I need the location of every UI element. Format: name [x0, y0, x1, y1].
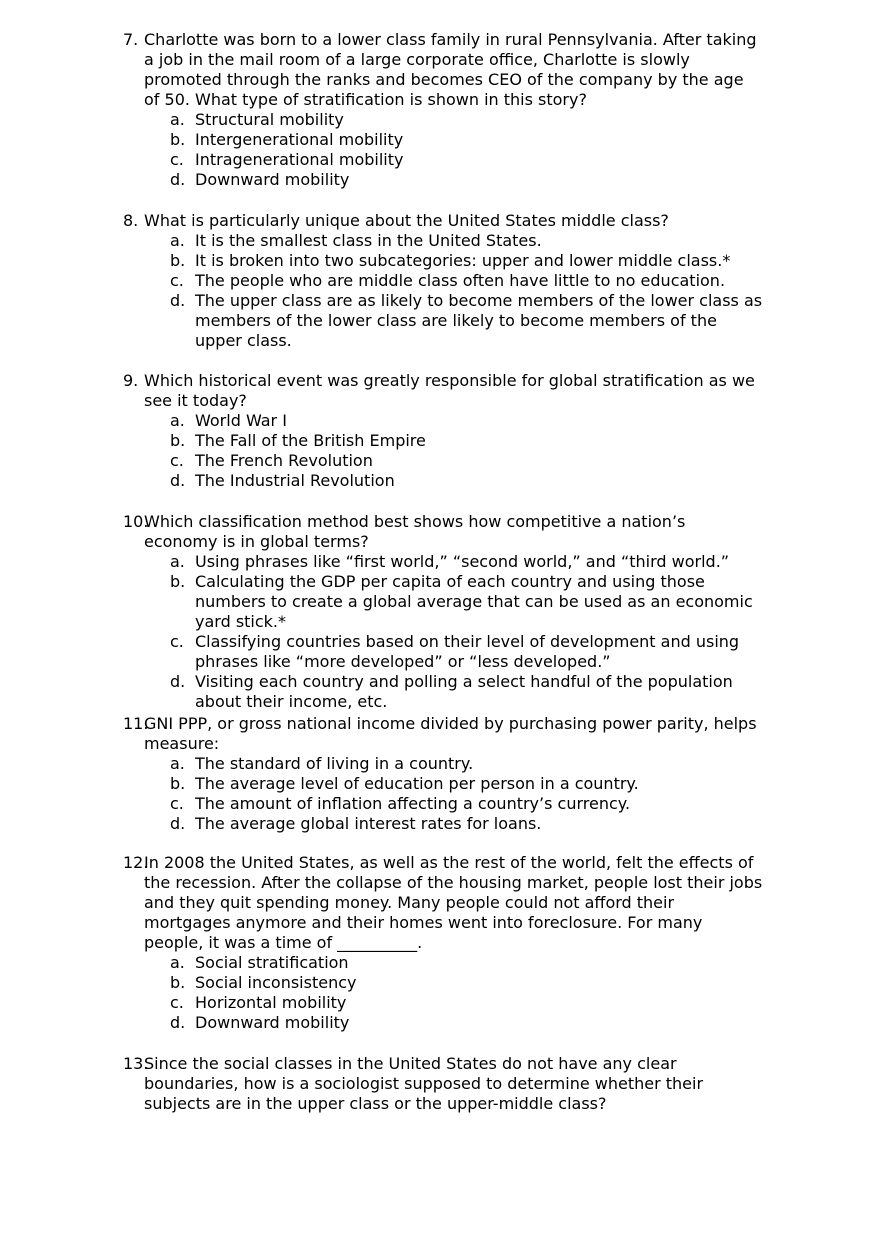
- option-text: It is broken into two subcategories: upper and lower middle class.*: [195, 251, 731, 270]
- option-letter: c.: [170, 271, 184, 290]
- option-text: The amount of inflation affecting a country’s currency.: [195, 794, 631, 813]
- option-text: Classifying countries based on their level of development and using phrases like “more developed” or “less developed.”: [195, 632, 740, 671]
- option-letter: d.: [170, 814, 186, 833]
- option-text: The standard of living in a country.: [195, 754, 474, 773]
- answer-option-a: [123, 754, 763, 774]
- option-letter: b.: [170, 130, 186, 149]
- option-letter: a.: [170, 110, 185, 129]
- answer-option-c: [123, 271, 763, 291]
- answer-options: [123, 953, 763, 1033]
- question-text: Charlotte was born to a lower class family in rural Pennsylvania. After taking a job in the mail room of a large corporate office, Charlotte is slowly promoted through the ranks and becomes CEO of the company by the age of 50. What type of stratification is shown in this story?: [144, 30, 757, 109]
- answer-option-c: [123, 451, 763, 471]
- question-stem: [123, 512, 763, 552]
- answer-option-d: [123, 1013, 763, 1033]
- answer-option-c: [123, 794, 763, 814]
- option-letter: b.: [170, 774, 186, 793]
- question-stem: [123, 1054, 763, 1114]
- question-text: GNI PPP, or gross national income divided by purchasing power parity, helps measure:: [144, 714, 757, 753]
- option-letter: a.: [170, 552, 185, 571]
- question-12: [123, 853, 763, 1033]
- option-text: World War I: [195, 411, 287, 430]
- question-number: 9.: [123, 371, 139, 390]
- question-number: 13.: [123, 1054, 149, 1073]
- answer-option-c: [123, 150, 763, 170]
- option-text: Structural mobility: [195, 110, 344, 129]
- option-text: Intergenerational mobility: [195, 130, 404, 149]
- option-letter: b.: [170, 251, 186, 270]
- answer-option-a: [123, 552, 763, 572]
- question-number: 11.: [123, 714, 149, 733]
- question-10: [123, 512, 763, 712]
- question-text: Which historical event was greatly responsible for global stratification as we see it today?: [144, 371, 755, 410]
- question-stem: [123, 714, 763, 754]
- option-text: Using phrases like “first world,” “second world,” and “third world.”: [195, 552, 730, 571]
- answer-option-d: [123, 814, 763, 834]
- answer-option-a: [123, 110, 763, 130]
- option-text: Calculating the GDP per capita of each country and using those numbers to create a global average that can be used as an economic yard stick.*: [195, 572, 753, 631]
- answer-option-a: [123, 411, 763, 431]
- answer-options: [123, 552, 763, 712]
- question-stem: [123, 853, 763, 953]
- option-letter: b.: [170, 973, 186, 992]
- option-letter: d.: [170, 1013, 186, 1032]
- answer-option-a: [123, 231, 763, 251]
- question-text: Which classification method best shows how competitive a nation’s economy is in global terms?: [144, 512, 686, 551]
- question-stem: [123, 371, 763, 411]
- option-text: The average level of education per person in a country.: [195, 774, 639, 793]
- question-text: Since the social classes in the United States do not have any clear boundaries, how is a sociologist supposed to determine whether their subjects are in the upper class or the upper-middle class?: [144, 1054, 704, 1113]
- option-text: Horizontal mobility: [195, 993, 347, 1012]
- question-8: [123, 211, 763, 351]
- option-text: It is the smallest class in the United States.: [195, 231, 542, 250]
- answer-option-c: [123, 993, 763, 1013]
- answer-option-b: [123, 130, 763, 150]
- answer-option-c: [123, 632, 763, 672]
- option-text: Social stratification: [195, 953, 349, 972]
- option-letter: d.: [170, 471, 186, 490]
- answer-option-a: [123, 953, 763, 973]
- option-text: The Fall of the British Empire: [195, 431, 426, 450]
- option-text: The upper class are as likely to become members of the lower class as members of the lower class are likely to become members of the upper class.: [195, 291, 763, 350]
- question-number: 10.: [123, 512, 149, 531]
- option-letter: c.: [170, 794, 184, 813]
- option-text: Visiting each country and polling a select handful of the population about their income, etc.: [195, 672, 733, 711]
- option-letter: a.: [170, 411, 185, 430]
- question-13: [123, 1054, 763, 1114]
- question-number: 12.: [123, 853, 149, 872]
- option-letter: a.: [170, 231, 185, 250]
- question-11: [123, 714, 763, 834]
- option-letter: b.: [170, 431, 186, 450]
- question-7: [123, 30, 763, 190]
- question-stem: [123, 211, 763, 231]
- question-number: 8.: [123, 211, 139, 230]
- answer-option-b: [123, 572, 763, 632]
- answer-options: [123, 231, 763, 351]
- option-text: The Industrial Revolution: [195, 471, 395, 490]
- option-text: The average global interest rates for loans.: [195, 814, 542, 833]
- option-text: The people who are middle class often have little to no education.: [195, 271, 726, 290]
- option-text: The French Revolution: [195, 451, 373, 470]
- option-letter: c.: [170, 632, 184, 651]
- option-letter: d.: [170, 170, 186, 189]
- answer-option-d: [123, 672, 763, 712]
- question-stem: [123, 30, 763, 110]
- answer-option-d: [123, 291, 763, 351]
- question-text: What is particularly unique about the United States middle class?: [144, 211, 669, 230]
- answer-options: [123, 110, 763, 190]
- answer-option-d: [123, 170, 763, 190]
- answer-option-b: [123, 431, 763, 451]
- option-letter: a.: [170, 953, 185, 972]
- answer-option-d: [123, 471, 763, 491]
- question-text: In 2008 the United States, as well as the rest of the world, felt the effects of the recession. After the collapse of the housing market, people lost their jobs and they quit spending money. Many people could not afford their mortgages anymore and their homes went into foreclosure. For many people, it was a time of __________.: [144, 853, 763, 952]
- option-text: Downward mobility: [195, 1013, 350, 1032]
- answer-option-b: [123, 774, 763, 794]
- option-letter: a.: [170, 754, 185, 773]
- answer-options: [123, 754, 763, 834]
- option-letter: b.: [170, 572, 186, 591]
- option-letter: c.: [170, 150, 184, 169]
- option-letter: c.: [170, 451, 184, 470]
- option-text: Social inconsistency: [195, 973, 357, 992]
- option-letter: d.: [170, 672, 186, 691]
- option-text: Intragenerational mobility: [195, 150, 404, 169]
- question-9: [123, 371, 763, 491]
- question-number: 7.: [123, 30, 139, 49]
- option-letter: d.: [170, 291, 186, 310]
- answer-option-b: [123, 973, 763, 993]
- answer-options: [123, 411, 763, 491]
- option-text: Downward mobility: [195, 170, 350, 189]
- answer-option-b: [123, 251, 763, 271]
- option-letter: c.: [170, 993, 184, 1012]
